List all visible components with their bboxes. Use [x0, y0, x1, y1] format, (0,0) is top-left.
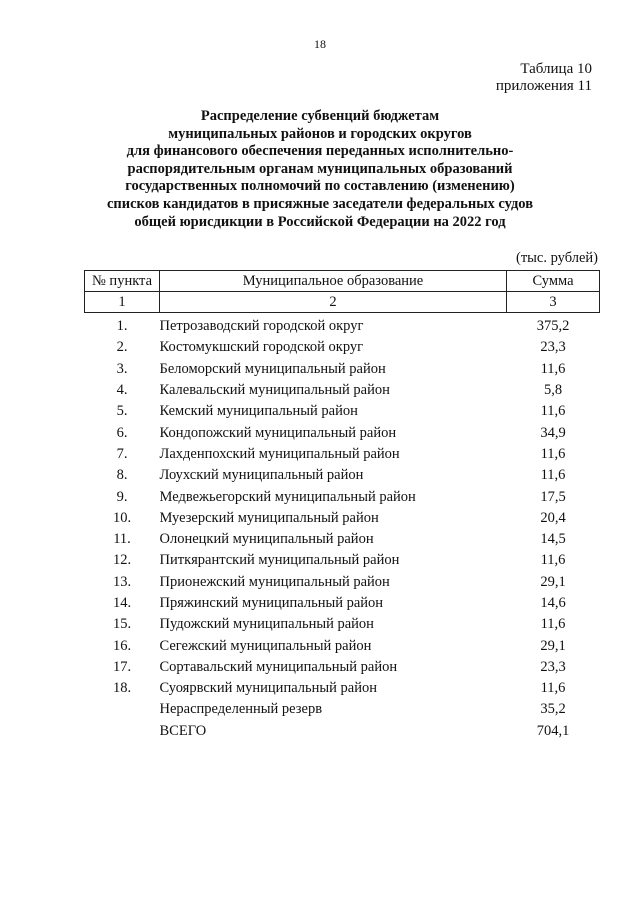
- row-number: 4.: [116, 382, 128, 399]
- row-number: 10.: [112, 509, 132, 526]
- title-line: для финансового обеспечения переданных исполнительно-: [126, 143, 514, 160]
- table-row: [85, 508, 600, 529]
- document-title: [60, 108, 580, 231]
- table-row: [85, 614, 600, 635]
- row-number: 15.: [112, 616, 132, 633]
- amount: 34,9: [540, 424, 566, 441]
- amount: 5,8: [543, 382, 563, 399]
- table-row: [85, 721, 600, 742]
- municipality-name: Петрозаводский городской округ: [159, 318, 364, 335]
- row-number: 6.: [116, 424, 128, 441]
- row-number: 14.: [112, 595, 132, 611]
- units-label: (тыс. рублей): [516, 250, 598, 266]
- municipality-name: Лоухский муниципальный район: [159, 467, 364, 484]
- amount: 35,2: [540, 701, 566, 718]
- amount: 11,6: [540, 616, 566, 633]
- row-number: 9.: [116, 488, 128, 505]
- title-line: списков кандидатов в присяжные заседатели федеральных судов: [106, 195, 534, 212]
- table-row: [85, 550, 600, 571]
- amount: 23,3: [540, 658, 566, 675]
- table-row: [85, 529, 600, 550]
- table-row: [85, 465, 600, 486]
- row-number: [85, 721, 160, 742]
- column-number-row: [85, 292, 600, 313]
- municipality-name: Кемский муниципальный район: [159, 403, 358, 420]
- municipality-name: Медвежьегорский муниципальный район: [159, 488, 416, 505]
- title-line: общей юрисдикции в Российской Федерации на 2022 год: [134, 213, 506, 230]
- amount: 375,2: [536, 318, 570, 335]
- amount: 11,6: [540, 680, 566, 697]
- amount: 29,1: [540, 637, 566, 654]
- municipality-name: ВСЕГО: [159, 722, 207, 739]
- municipality-name: Калевальский муниципальный район: [159, 382, 390, 399]
- row-number: [85, 699, 160, 720]
- row-number: 1.: [116, 318, 128, 335]
- table-reference-line: Таблица 10: [520, 61, 592, 77]
- row-number: 3.: [116, 360, 128, 377]
- amount: 20,4: [540, 509, 566, 526]
- amount: 17,5: [540, 488, 566, 505]
- table-row: [85, 699, 600, 720]
- row-number: 7.: [116, 445, 128, 462]
- column-number: 3: [507, 292, 600, 313]
- table-row: [85, 593, 600, 614]
- table-row: [85, 444, 600, 465]
- amount: 14,5: [540, 531, 566, 548]
- row-number: 5.: [116, 403, 128, 420]
- municipality-name: Костомукшский городской округ: [159, 339, 364, 356]
- amount: 11,6: [540, 403, 566, 420]
- amount: 23,3: [540, 339, 566, 356]
- amount: 704,1: [536, 722, 570, 739]
- header-row: [85, 271, 600, 292]
- column-number: 1: [85, 292, 160, 313]
- column-number: 2: [160, 292, 507, 313]
- municipality-name: Лахденпохский муниципальный район: [159, 445, 400, 462]
- title-line: Распределение субвенций бюджетам: [200, 108, 440, 124]
- table-body: [85, 313, 600, 742]
- table-row: [85, 337, 600, 358]
- amount: 11,6: [540, 467, 566, 484]
- municipality-name: Сегежский муниципальный район: [159, 637, 372, 654]
- table-row: [85, 422, 600, 443]
- municipality-name: Суоярвский муниципальный район: [159, 680, 377, 697]
- table-row: [85, 313, 600, 338]
- municipality-name: Муезерский муниципальный район: [159, 509, 379, 526]
- row-number: 16.: [112, 637, 132, 654]
- table-reference: [496, 61, 592, 95]
- header-sum: Сумма: [507, 271, 600, 292]
- table-row: [85, 635, 600, 656]
- row-number: 8.: [116, 467, 128, 484]
- table-row: [85, 657, 600, 678]
- title-line: распорядительным органам муниципальных образований: [127, 160, 513, 177]
- header-num: № пункта: [85, 271, 160, 292]
- table-row: [85, 678, 600, 699]
- amount: 11,6: [540, 552, 566, 569]
- table-reference-line: приложения 11: [495, 78, 592, 94]
- amount: 11,6: [540, 445, 566, 462]
- municipality-name: Пряжинский муниципальный район: [159, 595, 384, 611]
- row-number: 13.: [112, 573, 132, 590]
- header-name: Муниципальное образование: [160, 271, 507, 292]
- municipality-name: Сортавальский муниципальный район: [159, 658, 398, 675]
- row-number: 12.: [112, 552, 132, 569]
- row-number: 11.: [113, 531, 131, 548]
- municipality-name: Нераспределенный резерв: [159, 701, 323, 718]
- municipality-name: Олонецкий муниципальный район: [159, 531, 374, 548]
- table-row: [85, 572, 600, 593]
- municipality-name: Питкярантский муниципальный район: [159, 552, 400, 569]
- municipality-name: Кондопожский муниципальный район: [159, 424, 397, 441]
- amount: 29,1: [540, 573, 566, 590]
- municipality-name: Пудожский муниципальный район: [159, 616, 374, 633]
- table-row: [85, 486, 600, 507]
- row-number: 17.: [112, 658, 132, 675]
- subvention-table: [84, 270, 600, 742]
- municipality-name: Прионежский муниципальный район: [159, 573, 390, 590]
- title-line: государственных полномочий по составлению (изменению): [125, 178, 515, 195]
- table-row: [85, 380, 600, 401]
- page-number: 18: [314, 37, 326, 51]
- table-row: [85, 401, 600, 422]
- table-row: [85, 359, 600, 380]
- title-line: муниципальных районов и городских округов: [168, 125, 472, 142]
- row-number: 18.: [112, 680, 132, 697]
- row-number: 2.: [116, 339, 128, 356]
- amount: 14,6: [540, 595, 566, 611]
- municipality-name: Беломорский муниципальный район: [159, 360, 386, 377]
- amount: 11,6: [540, 360, 566, 377]
